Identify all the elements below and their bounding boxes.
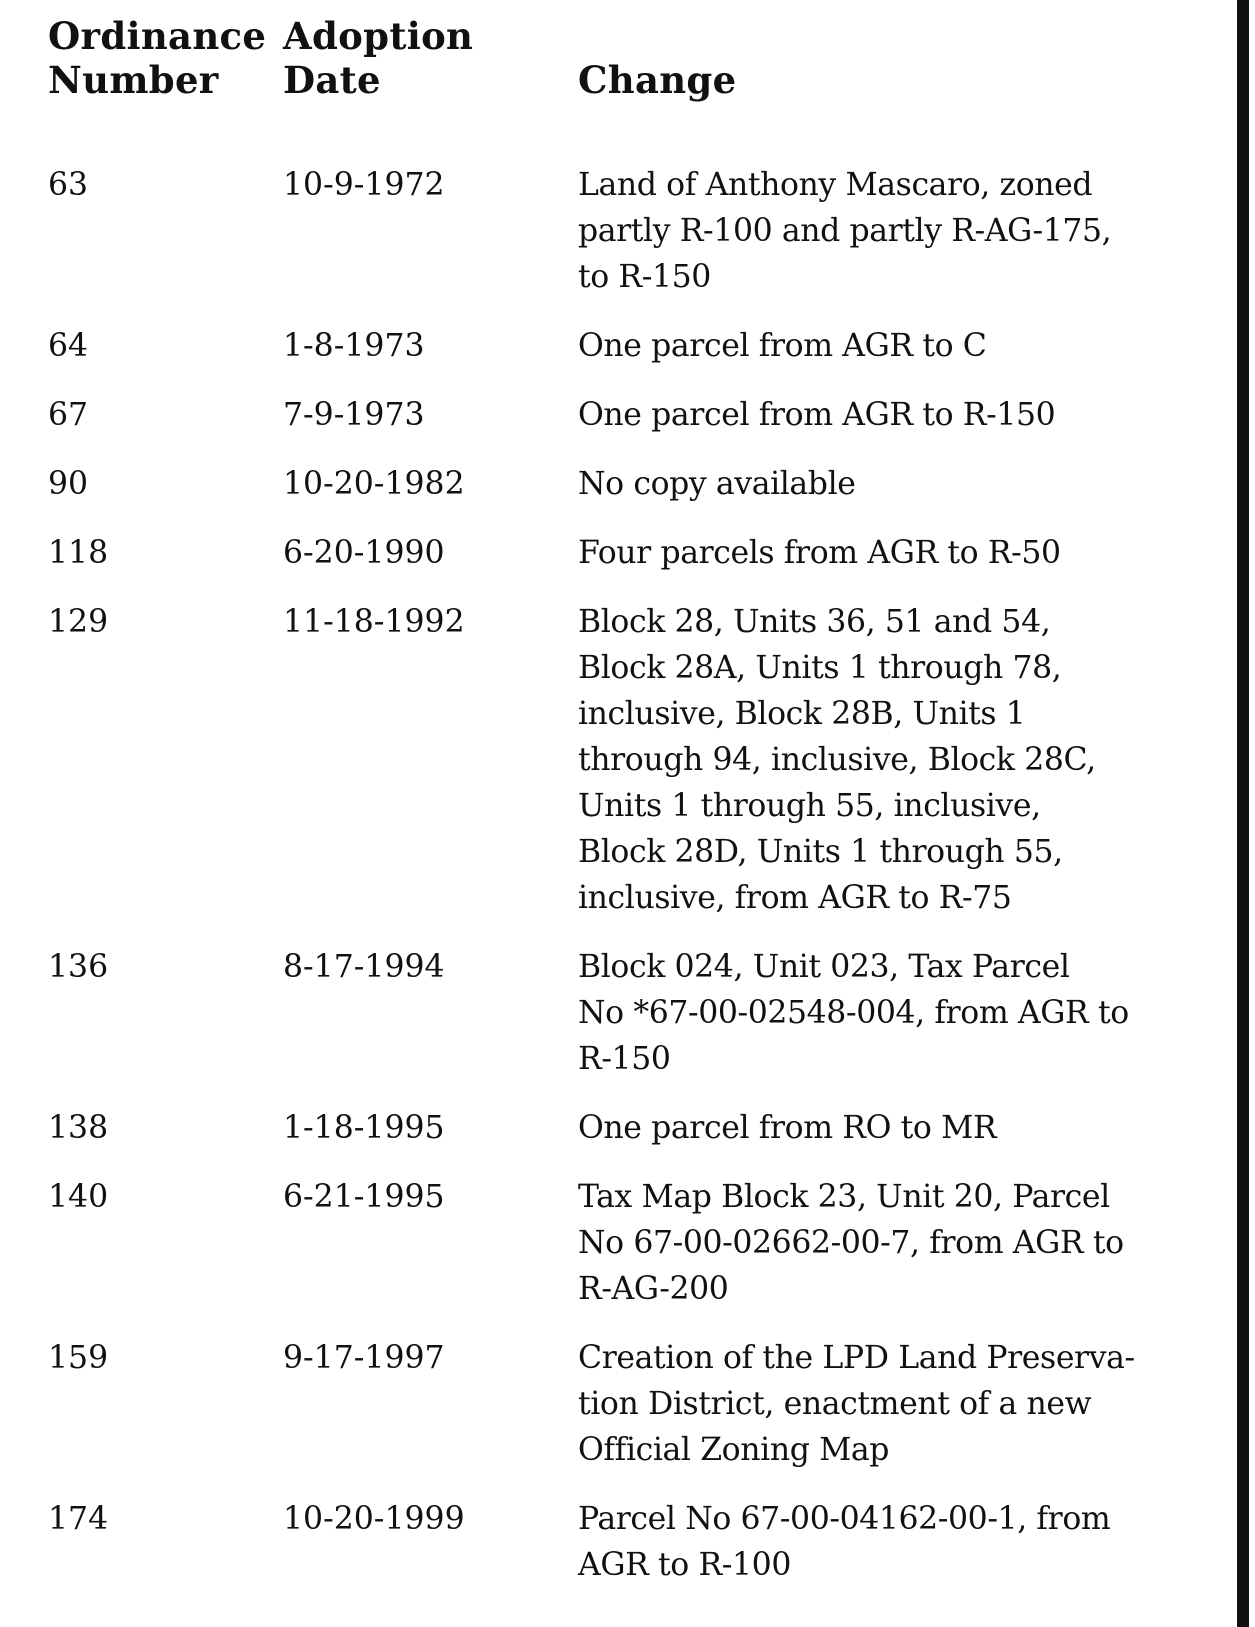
header-change: Change <box>578 58 737 102</box>
change-description: One parcel from RO to MR <box>578 1110 997 1146</box>
adoption-date: 1-18-1995 <box>283 1110 445 1146</box>
adoption-date: 8-17-1994 <box>283 949 445 985</box>
table-row <box>48 530 1208 576</box>
ordinance-number: 118 <box>48 535 109 571</box>
adoption-date: 10-20-1982 <box>283 466 465 502</box>
adoption-date: 7-9-1973 <box>283 397 425 433</box>
change-description: Block 28, Units 36, 51 and 54, Block 28A, Units 1 through 78, inclusive, Block 28B, Units 1 through 94, inclusive, Block 28C, Units 1 through 55, inclusive, Block 28D, Units 1 through 55, inclusive, from AGR to R-75 <box>578 604 1096 916</box>
table-row <box>48 1174 1208 1312</box>
change-description: Land of Anthony Mascaro, zoned partly R-100 and partly R-AG-175, to R-150 <box>578 167 1112 295</box>
ordinance-number: 140 <box>48 1179 109 1215</box>
adoption-date: 6-20-1990 <box>283 535 445 571</box>
ordinance-table <box>48 14 1208 1611</box>
table-row <box>48 944 1208 1082</box>
table-row <box>48 1496 1208 1588</box>
ordinance-number: 67 <box>48 397 89 433</box>
table-row <box>48 1105 1208 1151</box>
ordinance-number: 159 <box>48 1340 109 1376</box>
table-body <box>48 162 1208 1611</box>
header-ordinance-number: Ordinance Number <box>48 14 267 102</box>
change-description: One parcel from AGR to C <box>578 328 987 364</box>
adoption-date: 1-8-1973 <box>283 328 425 364</box>
change-description: No copy available <box>578 466 856 502</box>
ordinance-number: 64 <box>48 328 89 364</box>
table-row <box>48 323 1208 369</box>
table-row <box>48 162 1208 300</box>
page-edge-rule <box>1237 0 1249 1627</box>
table-row <box>48 392 1208 438</box>
adoption-date: 10-20-1999 <box>283 1501 465 1537</box>
change-description: Block 024, Unit 023, Tax Parcel No *67-00-02548-004, from AGR to R-150 <box>578 949 1129 1077</box>
change-description: Creation of the LPD Land Preserva- tion District, enactment of a new Official Zoning Map <box>578 1340 1135 1468</box>
adoption-date: 11-18-1992 <box>283 604 465 640</box>
change-description: One parcel from AGR to R-150 <box>578 397 1056 433</box>
adoption-date: 9-17-1997 <box>283 1340 445 1376</box>
ordinance-number: 138 <box>48 1110 109 1146</box>
adoption-date: 10-9-1972 <box>283 167 445 203</box>
change-description: Four parcels from AGR to R-50 <box>578 535 1061 571</box>
table-row <box>48 1335 1208 1473</box>
ordinance-number: 63 <box>48 167 89 203</box>
change-description: Parcel No 67-00-04162-00-1, from AGR to R-100 <box>578 1501 1111 1583</box>
ordinance-number: 90 <box>48 466 89 502</box>
table-header <box>48 14 1208 102</box>
adoption-date: 6-21-1995 <box>283 1179 445 1215</box>
table-row <box>48 461 1208 507</box>
change-description: Tax Map Block 23, Unit 20, Parcel No 67-00-02662-00-7, from AGR to R-AG-200 <box>578 1179 1124 1307</box>
ordinance-number: 136 <box>48 949 109 985</box>
table-row <box>48 599 1208 921</box>
ordinance-number: 174 <box>48 1501 109 1537</box>
header-adoption-date: Adoption Date <box>283 14 474 102</box>
ordinance-number: 129 <box>48 604 109 640</box>
